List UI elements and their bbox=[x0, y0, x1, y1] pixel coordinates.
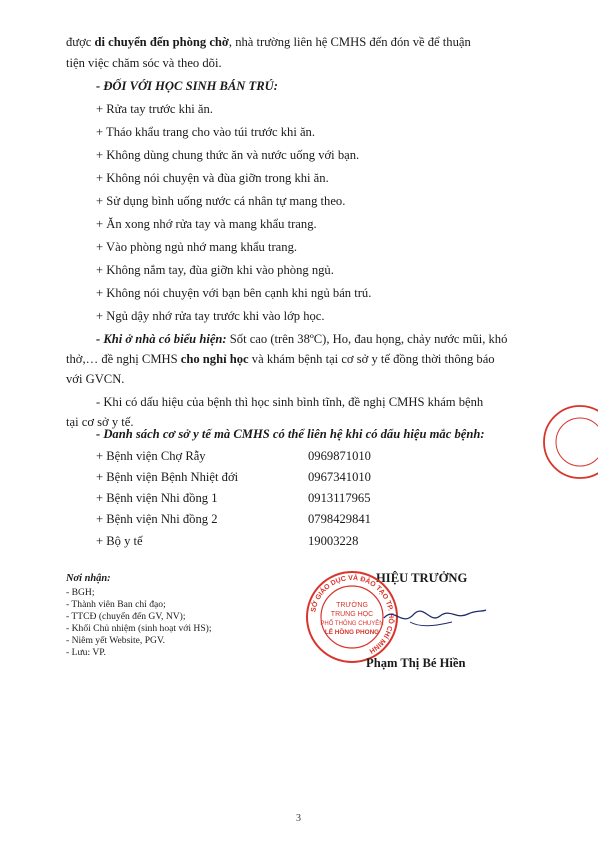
intro-bold-text: di chuyển đến phòng chờ bbox=[94, 35, 229, 49]
handwritten-signature bbox=[380, 598, 490, 636]
list-item: + Ăn xong nhớ rửa tay và mang khẩu trang. bbox=[96, 217, 317, 231]
list-item: + Sử dụng bình uống nước cá nhân tự mang theo. bbox=[96, 194, 346, 208]
stamp-line: TRƯỜNG bbox=[336, 602, 368, 609]
intro-text: được bbox=[66, 35, 95, 49]
facility-name: + Bệnh viện Nhi đồng 2 bbox=[96, 512, 218, 526]
facility-phone: 0913117965 bbox=[308, 491, 371, 505]
facility-phone: 19003228 bbox=[308, 534, 359, 548]
facility-phone: 0798429841 bbox=[308, 512, 371, 526]
stamp-line: TRUNG HỌC bbox=[330, 611, 374, 618]
list-item: + Không nói chuyện với bạn bên cạnh khi ngủ bán trú. bbox=[96, 286, 372, 300]
disease-signs-line-2: tại cơ sở y tế. bbox=[66, 415, 134, 429]
recipient-item: - TTCĐ (chuyển đến GV, NV); bbox=[66, 611, 186, 622]
boarding-heading: - ĐỐI VỚI HỌC SINH BÁN TRÚ: bbox=[96, 79, 278, 93]
facility-name: + Bệnh viện Bệnh Nhiệt đới bbox=[96, 470, 239, 484]
list-item: + Vào phòng ngủ nhớ mang khẩu trang. bbox=[96, 240, 298, 254]
stamp-line: LÊ HỒNG PHONG bbox=[324, 629, 380, 636]
intro-text-end: , nhà trường liên hệ CMHS đến đón về để thuận bbox=[228, 35, 471, 49]
list-item: + Tháo khẩu trang cho vào túi trước khi ăn. bbox=[96, 125, 316, 139]
stamp-outer-text: SỞ GIÁO DỤC VÀ ĐÀO TẠO TP. HỒ CHÍ MINH bbox=[310, 574, 395, 655]
home-signs-line-3: với GVCN. bbox=[66, 372, 125, 386]
recipient-item: - Thành viên Ban chỉ đạo; bbox=[66, 599, 166, 610]
list-item: + Không nói chuyện và đùa giỡn trong khi ăn. bbox=[96, 171, 329, 185]
home-signs-line-2 bbox=[66, 351, 495, 367]
recipient-item: - Niêm yết Website, PGV. bbox=[66, 635, 166, 646]
page-number: 3 bbox=[296, 813, 301, 824]
home-signs-bold: cho nghỉ học bbox=[180, 352, 249, 366]
facility-name: + Bộ y tế bbox=[96, 534, 143, 548]
home-signs-line-1 bbox=[96, 331, 507, 347]
home-signs-text: thở,… đề nghị CMHS bbox=[66, 352, 181, 366]
facility-name: + Bệnh viện Chợ Rẫy bbox=[96, 449, 206, 463]
intro-line-1 bbox=[66, 34, 471, 50]
list-item: + Không nắm tay, đùa giỡn khi vào phòng ngủ. bbox=[96, 263, 334, 277]
facilities-heading: - Danh sách cơ sở y tế mà CMHS có thể liên hệ khi có dấu hiệu mắc bệnh: bbox=[96, 427, 485, 441]
list-item: + Rửa tay trước khi ăn. bbox=[96, 102, 213, 116]
recipients-title: Nơi nhận: bbox=[66, 573, 111, 584]
home-signs-text: Sốt cao (trên 38ºC), Ho, đau họng, chảy nước mũi, khó bbox=[226, 332, 508, 346]
intro-line-2: tiện việc chăm sóc và theo dõi. bbox=[66, 56, 222, 70]
side-stamp bbox=[540, 402, 598, 482]
home-signs-lead: - Khi ở nhà có biểu hiện: bbox=[96, 332, 227, 346]
side-stamp-icon bbox=[540, 402, 598, 482]
facility-phone: 0967341010 bbox=[308, 470, 371, 484]
recipient-item: - BGH; bbox=[66, 587, 95, 598]
signature-title: HIỆU TRƯỞNG bbox=[376, 571, 468, 585]
stamp-line: PHỔ THÔNG CHUYÊN bbox=[320, 621, 384, 627]
list-item: + Không dùng chung thức ăn và nước uống với bạn. bbox=[96, 148, 360, 162]
signer-name: Phạm Thị Bé Hiền bbox=[366, 656, 466, 670]
home-signs-text-end: và khám bệnh tại cơ sở y tế đồng thời thông báo bbox=[248, 352, 495, 366]
facility-name: + Bệnh viện Nhi đồng 1 bbox=[96, 491, 218, 505]
recipient-item: - Lưu: VP. bbox=[66, 647, 106, 658]
recipient-item: - Khối Chủ nhiệm (sinh hoạt với HS); bbox=[66, 623, 212, 634]
list-item: + Ngủ dậy nhớ rửa tay trước khi vào lớp học. bbox=[96, 309, 325, 323]
facility-phone: 0969871010 bbox=[308, 449, 371, 463]
disease-signs-line-1: - Khi có dấu hiệu của bệnh thì học sinh bình tĩnh, đề nghị CMHS khám bệnh bbox=[96, 395, 484, 409]
